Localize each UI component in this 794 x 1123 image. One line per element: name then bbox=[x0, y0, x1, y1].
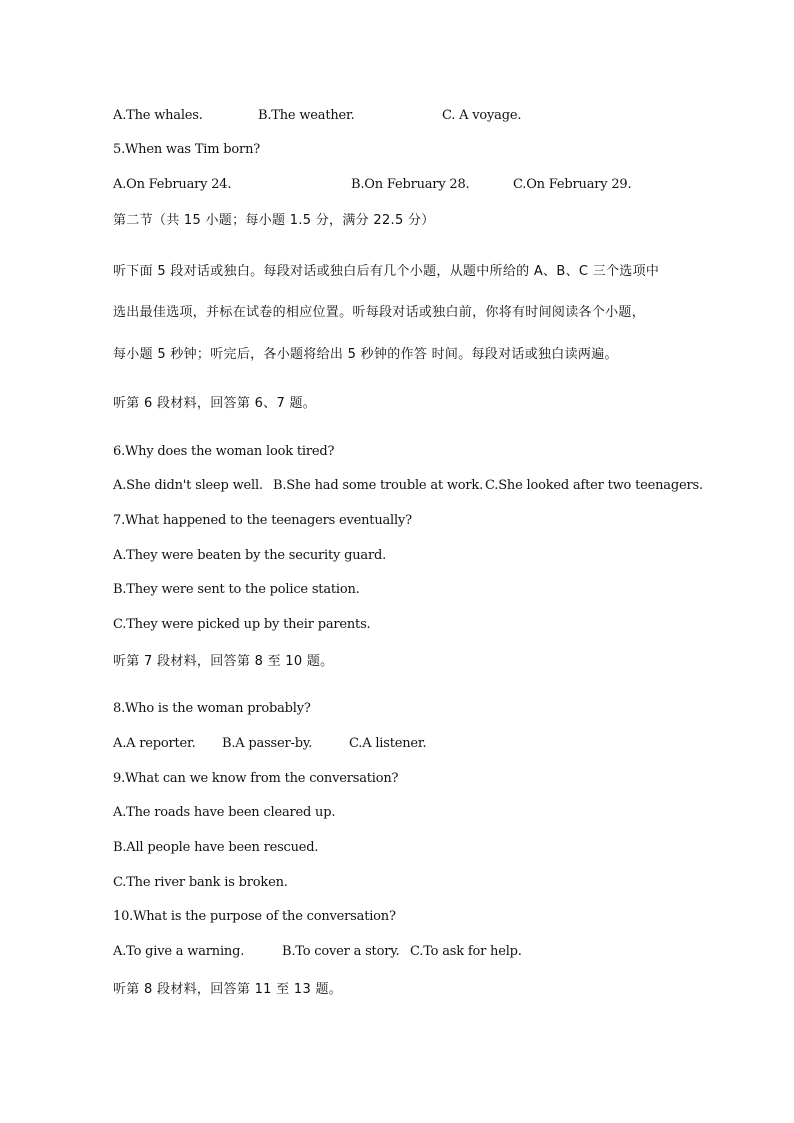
q4-option-c: C. A voyage. bbox=[442, 108, 522, 123]
part7-intro: 听第 7 段材料，回答第 8 至 10 题。 bbox=[113, 654, 334, 669]
q7-option-a: A.They were beaten by the security guard. bbox=[113, 548, 387, 563]
q8-option-c: C.A listener. bbox=[349, 736, 427, 751]
q6-option-a: A.She didn't sleep well. bbox=[113, 478, 263, 493]
q9-question: 9.What can we know from the conversation? bbox=[113, 771, 399, 786]
q5-question: 5.When was Tim born? bbox=[113, 142, 261, 157]
part8-intro: 听第 8 段材料，回答第 11 至 13 题。 bbox=[113, 982, 343, 997]
section2-instruction-line-2: 选出最佳选项，并标在试卷的相应位置。听每段对话或独白前，你将有时间阅读各个小题， bbox=[113, 305, 646, 320]
q5-option-b: B.On February 28. bbox=[351, 177, 470, 192]
q7-option-b: B.They were sent to the police station. bbox=[113, 582, 360, 597]
q8-question: 8.Who is the woman probably? bbox=[113, 701, 311, 716]
q5-option-a: A.On February 24. bbox=[113, 177, 232, 192]
q5-option-c: C.On February 29. bbox=[513, 177, 632, 192]
part6-intro: 听第 6 段材料，回答第 6、7 题。 bbox=[113, 396, 317, 411]
q4-option-a: A.The whales. bbox=[113, 108, 203, 123]
q10-option-a: A.To give a warning. bbox=[113, 944, 245, 959]
section2-instruction-line-1: 听下面 5 段对话或独白。每段对话或独白后有几个小题，从题中所给的 A、B、C 三个选项中 bbox=[113, 264, 660, 279]
q10-question: 10.What is the purpose of the conversation? bbox=[113, 909, 396, 924]
q6-option-c: C.She looked after two teenagers. bbox=[485, 478, 703, 493]
q9-option-a: A.The roads have been cleared up. bbox=[113, 805, 336, 820]
q6-option-b: B.She had some trouble at work. bbox=[273, 478, 484, 493]
q8-option-a: A.A reporter. bbox=[113, 736, 196, 751]
section2-instruction-line-3: 每小题 5 秒钟；听完后，各小题将给出 5 秒钟的作答 时间。每段对话或独白读两遍。 bbox=[113, 347, 618, 362]
q9-option-c: C.The river bank is broken. bbox=[113, 875, 288, 890]
q10-option-b: B.To cover a story. bbox=[282, 944, 400, 959]
q7-option-c: C.They were picked up by their parents. bbox=[113, 617, 371, 632]
q4-option-b: B.The weather. bbox=[258, 108, 355, 123]
q7-question: 7.What happened to the teenagers eventually? bbox=[113, 513, 412, 528]
section2-header: 第二节（共 15 小题；每小题 1.5 分，满分 22.5 分） bbox=[113, 213, 435, 228]
q8-option-b: B.A passer-by. bbox=[222, 736, 313, 751]
q6-question: 6.Why does the woman look tired? bbox=[113, 444, 335, 459]
q10-option-c: C.To ask for help. bbox=[410, 944, 522, 959]
q9-option-b: B.All people have been rescued. bbox=[113, 840, 319, 855]
